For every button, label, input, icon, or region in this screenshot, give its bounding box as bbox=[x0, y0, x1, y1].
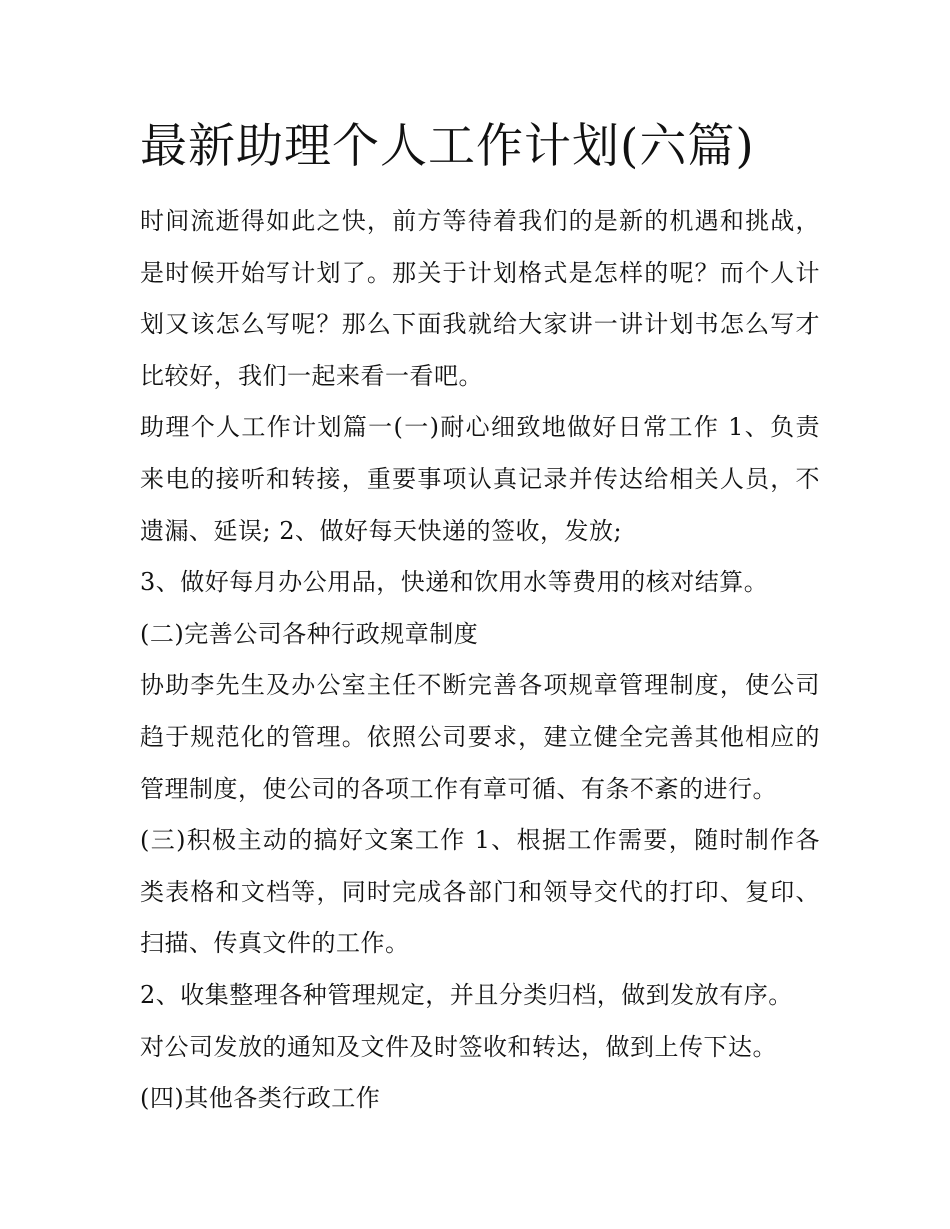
paragraph-plan-one-daily-work: 助理个人工作计划篇一(一)耐心细致地做好日常工作 1、负责来电的接听和转接，重要事项认真记录并传达给相关人员，不遗漏、延误; 2、做好每天快递的签收，发放; bbox=[140, 413, 820, 545]
section-heading-regulations: (二)完善公司各种行政规章制度 bbox=[140, 619, 479, 648]
section-heading-other-admin: (四)其他各类行政工作 bbox=[140, 1084, 381, 1113]
paragraph-intro: 时间流逝得如此之快，前方等待着我们的是新的机遇和挑战，是时候开始写计划了。那关于计划格式是怎样的呢？而个人计划又该怎么写呢？那么下面我就给大家讲一讲计划书怎么写才比较好，我们一起来看一看吧。 bbox=[140, 207, 820, 390]
paragraph-item-2-archiving: 2、收集整理各种管理规定，并且分类归档，做到发放有序。 bbox=[140, 980, 793, 1009]
paragraph-item-3-expenses: 3、做好每月办公用品，快递和饮用水等费用的核对结算。 bbox=[140, 568, 769, 597]
paragraph-copywriting-work: (三)积极主动的搞好文案工作 1、根据工作需要，随时制作各类表格和文档等，同时完成各部门和领导交代的打印、复印、扫描、传真文件的工作。 bbox=[140, 826, 820, 958]
document-page bbox=[140, 112, 820, 1125]
paragraph-notices: 对公司发放的通知及文件及时签收和转达，做到上传下达。 bbox=[140, 1032, 777, 1061]
document-title: 最新助理个人工作计划(六篇) bbox=[140, 119, 755, 174]
paragraph-regulations: 协助李先生及办公室主任不断完善各项规章管理制度，使公司趋于规范化的管理。依照公司要求，建立健全完善其他相应的管理制度，使公司的各项工作有章可循、有条不紊的进行。 bbox=[140, 671, 820, 803]
